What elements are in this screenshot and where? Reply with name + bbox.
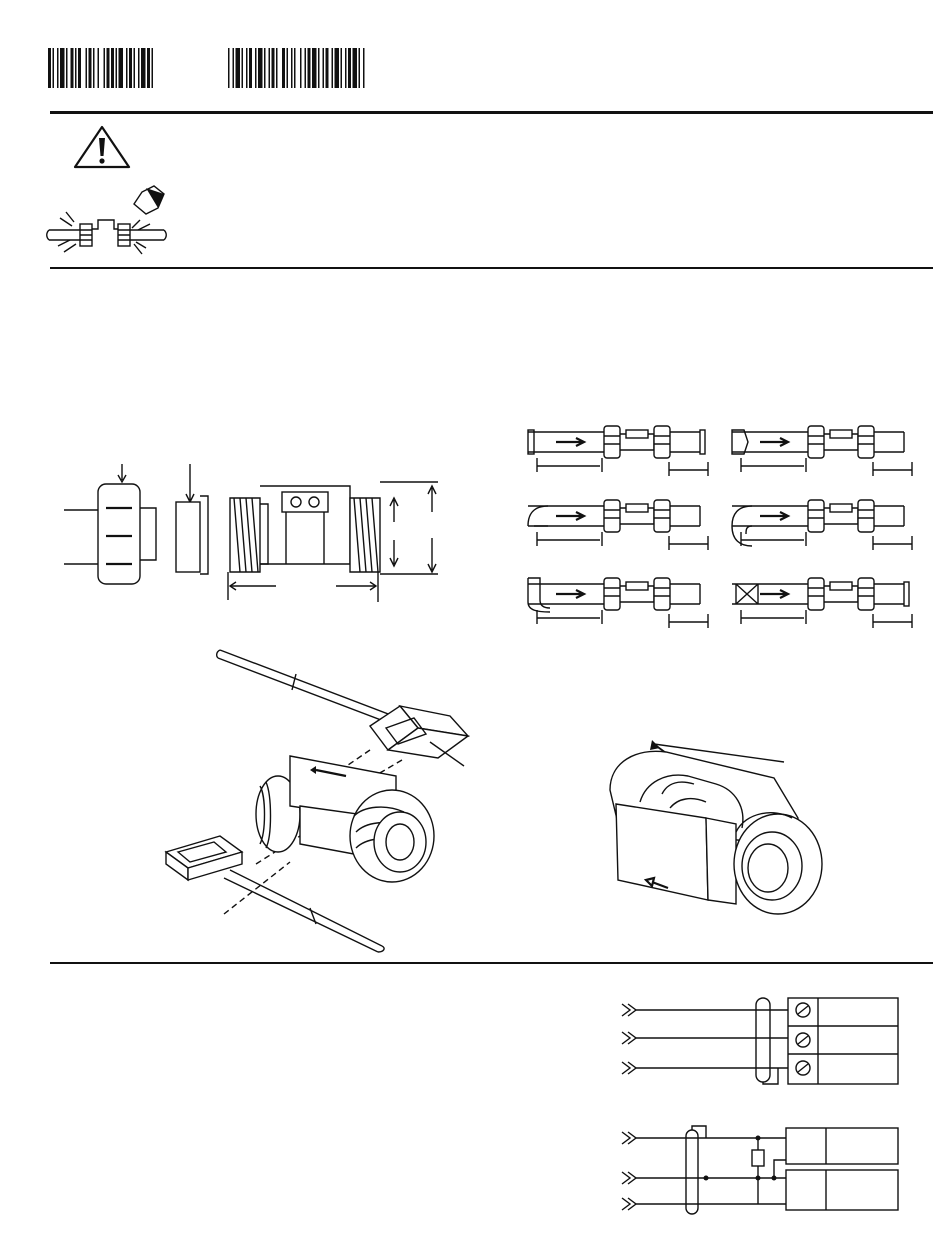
barcode-bar <box>318 48 320 88</box>
top-rule <box>50 111 933 114</box>
barcode-bar <box>75 48 77 88</box>
barcode-bar <box>233 48 235 88</box>
barcode-bar <box>53 48 55 88</box>
barcode-bar <box>129 48 132 88</box>
barcode-bar <box>236 48 241 88</box>
barcode-bar <box>147 48 150 88</box>
barcode-bar <box>269 48 271 88</box>
sensor-cutaway-drawing <box>596 732 826 916</box>
middle-rule <box>50 267 933 269</box>
barcode-bar <box>258 48 263 88</box>
barcode-bar <box>332 48 334 88</box>
barcode-bar <box>141 48 146 88</box>
barcode-bar <box>341 48 343 88</box>
warning-icon <box>72 124 132 170</box>
installation-variants-diagram <box>520 418 920 648</box>
barcode-bar <box>264 48 266 88</box>
barcode-bar <box>126 48 128 88</box>
barcode-left <box>48 48 194 88</box>
barcode-bar <box>57 48 59 88</box>
barcode-bar <box>326 48 329 88</box>
barcode-bar <box>228 48 230 88</box>
barcode-bar <box>152 48 154 88</box>
barcode-bar <box>276 48 278 88</box>
barcode-bar <box>104 48 106 88</box>
barcode-bar <box>291 48 293 88</box>
barcode-bar <box>78 48 81 88</box>
barcode-bar <box>308 48 311 88</box>
barcode-bar <box>119 48 124 88</box>
barcode-bar <box>335 48 340 88</box>
barcode-right <box>228 48 438 88</box>
barcode-bar <box>353 48 358 88</box>
wiring-diagram-resistor <box>618 1124 902 1216</box>
barcode-bar <box>282 48 285 88</box>
barcode-bar <box>107 48 110 88</box>
barcode-bar <box>300 48 302 88</box>
barcode-bar <box>138 48 140 88</box>
barcode-bar <box>116 48 118 88</box>
barcode-bar <box>287 48 289 88</box>
barcode-bar <box>348 48 351 88</box>
barcode-bar <box>66 48 68 88</box>
sensor-cable-assembly-drawing <box>160 646 480 956</box>
barcode-bar <box>111 48 114 88</box>
barcode-bar <box>255 48 257 88</box>
barcode-bar <box>359 48 361 88</box>
barcode-bar <box>242 48 244 88</box>
barcode-bar <box>363 48 365 88</box>
barcode-bar <box>246 48 248 88</box>
barcode-bar <box>48 48 51 88</box>
barcode-bar <box>134 48 136 88</box>
barcode-bar <box>93 48 95 88</box>
barcode-bar <box>60 48 65 88</box>
barcode-bar <box>305 48 307 88</box>
barcode-bar <box>323 48 325 88</box>
barcode-bar <box>86 48 88 88</box>
barcode-bar <box>89 48 92 88</box>
flow-sensor-components-drawing <box>60 460 440 605</box>
barcode-bar <box>98 48 100 88</box>
barcode-bar <box>272 48 275 88</box>
barcode-bar <box>345 48 347 88</box>
barcode-bar <box>71 48 74 88</box>
pipe-connection-icon <box>46 182 170 260</box>
barcode-bar <box>312 48 317 88</box>
barcode-bar <box>294 48 296 88</box>
lower-rule <box>50 962 933 964</box>
wiring-diagram-terminal-block <box>618 994 902 1088</box>
barcode-bar <box>249 48 252 88</box>
